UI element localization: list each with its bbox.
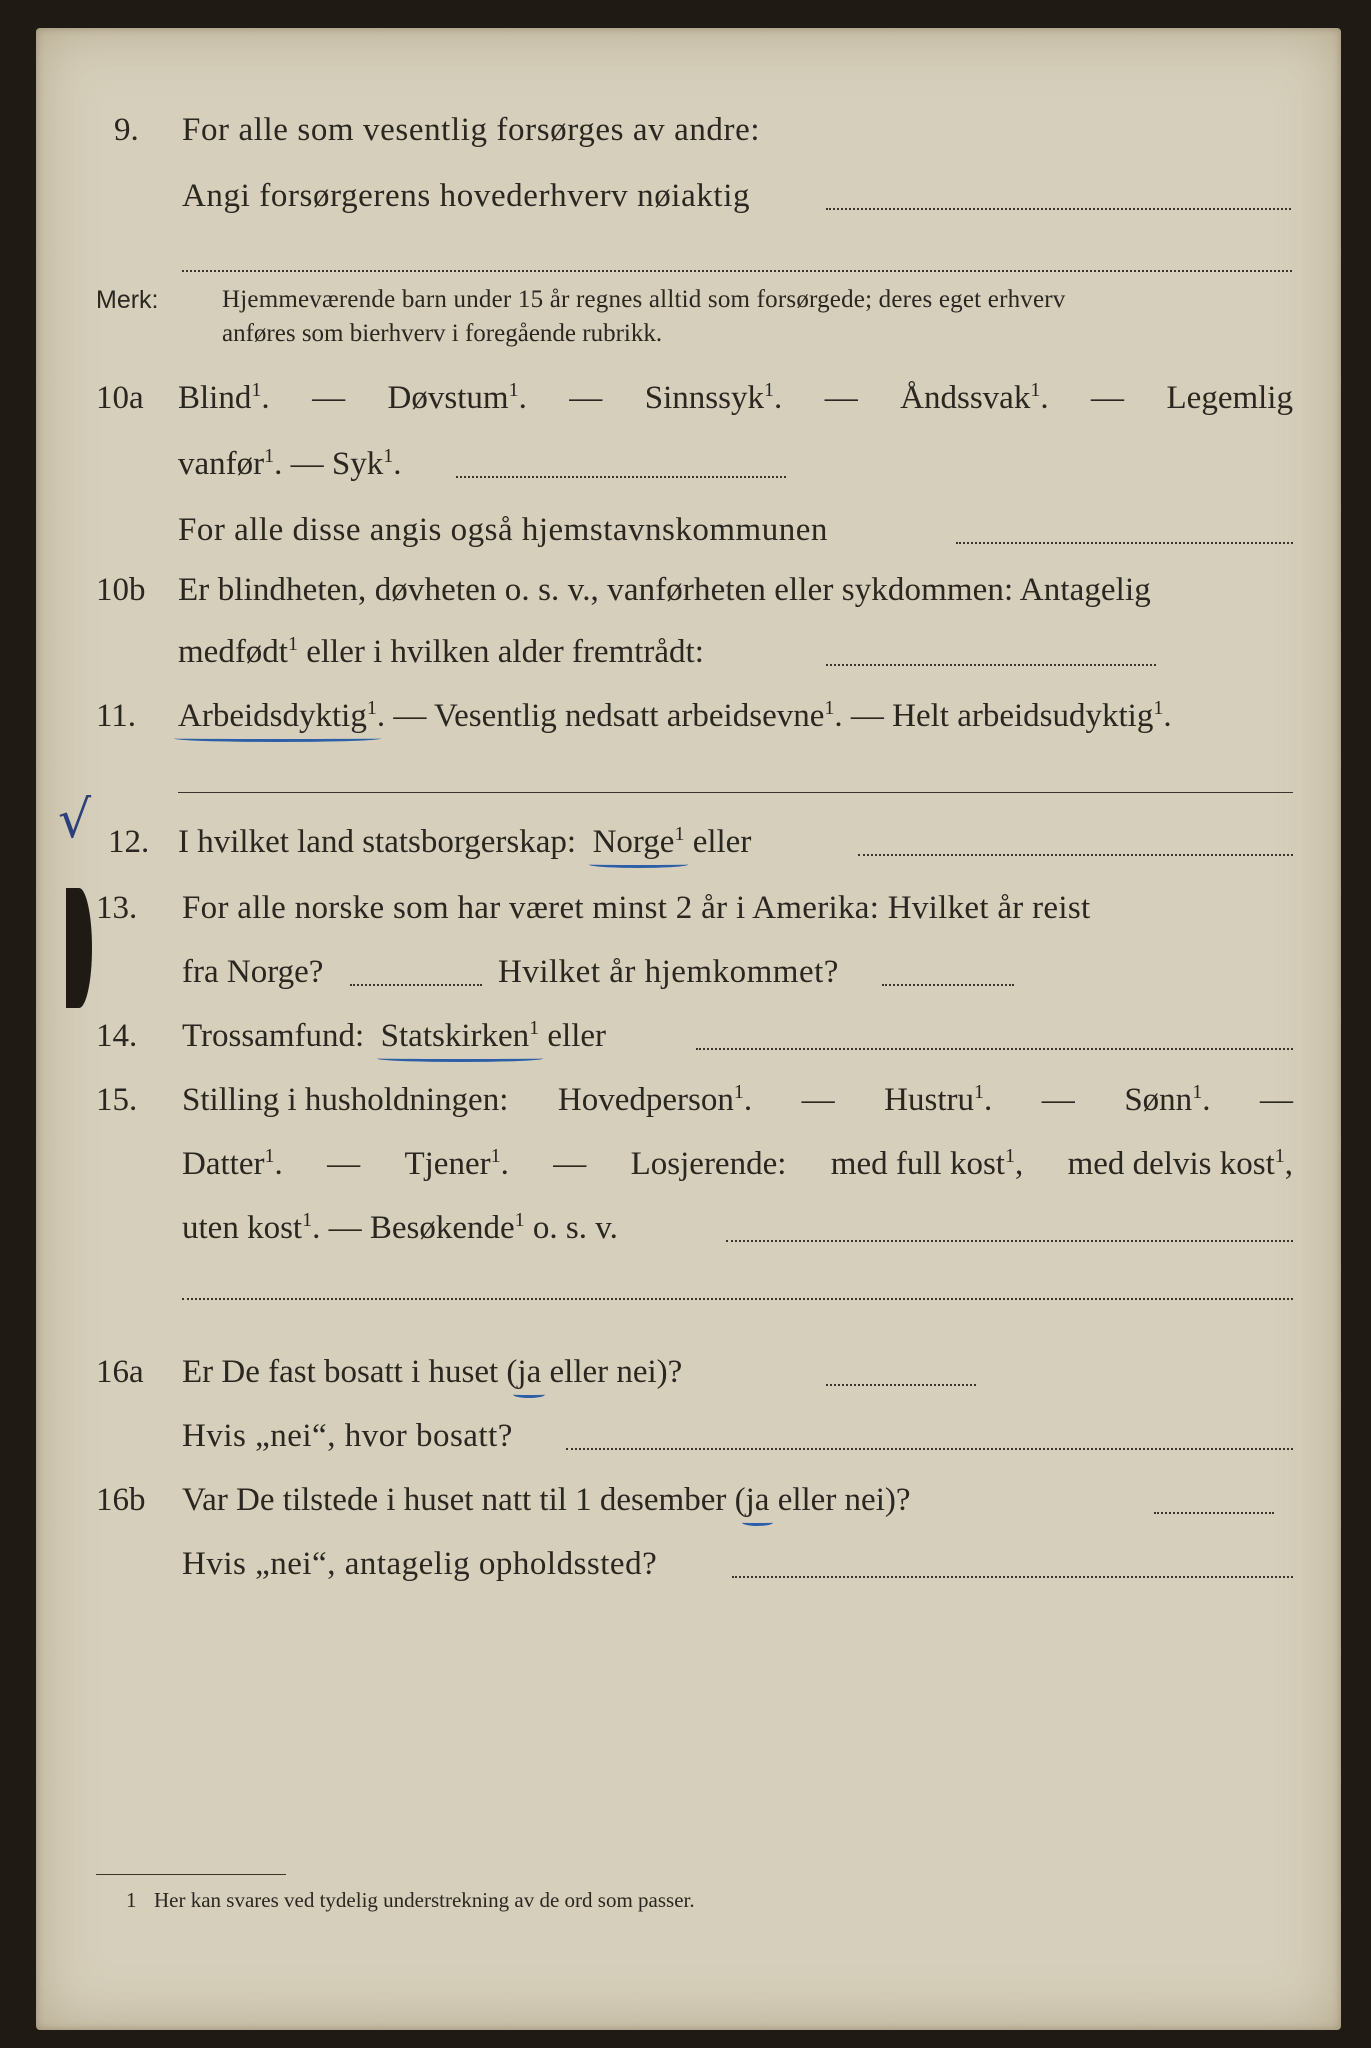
- opt-vanfor: vanfør: [178, 446, 265, 482]
- q15-line1: Stilling i husholdningen: Hovedperson$^1$. — Hustru$^1$. — Sønn$^1$. —: [182, 1081, 1293, 1118]
- q10a-hjemstavn-line[interactable]: [956, 542, 1293, 544]
- q16b-opholdssted-line[interactable]: [732, 1576, 1293, 1578]
- q15-number: 15.: [96, 1082, 138, 1118]
- q16a-bosatt-line[interactable]: [566, 1448, 1293, 1450]
- footnote-mark: 1: [126, 1888, 137, 1912]
- opt-delviskost: med delvis kost: [1067, 1146, 1275, 1182]
- opt-statskirken-underlined: Statskirken$^1$: [380, 1017, 540, 1054]
- opt-nedsatt: Vesentlig nedsatt arbeidsevne: [433, 698, 825, 734]
- q12-line: I hvilket land statsborgerskap: Norge$^1$ eller: [178, 823, 752, 860]
- opt-hustru: Hustru: [884, 1082, 975, 1118]
- opt-hovedperson: Hovedperson: [557, 1082, 734, 1118]
- q11-line: Arbeidsdyktig$^1$. — Vesentlig nedsatt arbeidsevne$^1$. — Helt arbeidsudyktig$^1$.: [178, 697, 1172, 734]
- q10a-syk-line[interactable]: [456, 476, 786, 478]
- q16b-line1: Var De tilstede i huset natt til 1 desember (ja eller nei)?: [182, 1482, 911, 1518]
- q13-fra: fra Norge?: [182, 954, 324, 990]
- opt-utenkost: uten kost: [182, 1210, 303, 1246]
- torn-edge: [66, 888, 92, 1008]
- q10a-line1: Blind$^1$. — Døvstum$^1$. — Sinnssyk$^1$. — Åndssvak$^1$. — Legemlig: [178, 379, 1293, 416]
- q12-number: 12.: [108, 824, 150, 860]
- q9-answer-line-2[interactable]: [182, 270, 1292, 272]
- q15-answer-line-1[interactable]: [726, 1240, 1293, 1242]
- merk-line2: anføres som bierhverv i foregående rubrikk.: [222, 320, 663, 347]
- opt-fullkost: med full kost: [830, 1146, 1005, 1182]
- q16b-line2: Hvis „nei“, antagelig opholdssted?: [182, 1546, 658, 1582]
- q10a-number: 10a: [96, 380, 144, 416]
- opt-besokende: Besøkende: [369, 1210, 515, 1246]
- q16b-number: 16b: [96, 1482, 146, 1518]
- q10b-number: 10b: [96, 572, 146, 608]
- q9-line2: Angi forsørgerens hovederhverv nøiaktig: [182, 178, 751, 214]
- opt-udyktig: Helt arbeidsudyktig: [892, 698, 1154, 734]
- checkmark-icon: √: [58, 790, 92, 850]
- opt-ja-underlined: ja: [517, 1354, 542, 1390]
- q14-answer-line[interactable]: [696, 1048, 1293, 1050]
- opt-syk: Syk: [331, 446, 384, 482]
- q15-line2: Datter$^1$. — Tjener$^1$. — Losjerende: med full kost$^1$, med delvis kost$^1$,: [182, 1145, 1293, 1182]
- q10b-line2: medfødt$^1$ eller i hvilken alder fremtrådt:: [178, 633, 704, 670]
- merk-line1: Hjemmeværende barn under 15 år regnes alltid som forsørgede; deres eget erhverv: [222, 286, 1066, 313]
- census-form-page: [36, 28, 1341, 2030]
- q9-number: 9.: [114, 112, 139, 148]
- opt-sinnssyk: Sinnssyk: [644, 380, 764, 416]
- opt-datter: Datter: [182, 1146, 265, 1182]
- q10a-line2: vanfør$^1$. — Syk$^1$.: [178, 445, 402, 482]
- q10a-hjemstavn: For alle disse angis også hjemstavnskommunen: [178, 512, 828, 548]
- q15-line3: uten kost$^1$. — Besøkende$^1$ o. s. v.: [182, 1209, 618, 1246]
- q9-line1: For alle som vesentlig forsørges av andre:: [182, 112, 761, 148]
- opt-arbeidsdyktig-underlined: Arbeidsdyktig$^1$: [178, 697, 377, 734]
- opt-dovstum: Døvstum: [387, 380, 509, 416]
- q16a-line1: Er De fast bosatt i huset (ja eller nei)?: [182, 1354, 683, 1390]
- q12-answer-line[interactable]: [858, 854, 1293, 856]
- opt-ja-underlined: ja: [745, 1482, 770, 1518]
- opt-tjener: Tjener: [404, 1146, 491, 1182]
- q13-hjem-line[interactable]: [882, 984, 1014, 986]
- q16a-answer-line[interactable]: [826, 1384, 976, 1386]
- footnote-text: Her kan svares ved tydelig understrekning av de ord som passer.: [154, 1888, 695, 1912]
- q14-line: Trossamfund: Statskirken$^1$ eller: [182, 1017, 607, 1054]
- q13-number: 13.: [96, 890, 138, 926]
- q16a-number: 16a: [96, 1354, 144, 1390]
- opt-blind: Blind: [178, 380, 252, 416]
- q9-answer-line-1[interactable]: [826, 208, 1291, 210]
- merk-label: Merk:: [96, 286, 159, 314]
- q13-hjem: Hvilket år hjemkommet?: [498, 954, 839, 990]
- opt-norge-underlined: Norge$^1$: [592, 823, 685, 860]
- q10b-line1: Er blindheten, døvheten o. s. v., vanførheten eller sykdommen: Antagelig: [178, 572, 1151, 608]
- q15-answer-line-2[interactable]: [182, 1298, 1293, 1300]
- q16b-answer-line[interactable]: [1154, 1512, 1274, 1514]
- q11-number: 11.: [96, 698, 137, 734]
- q16a-line2: Hvis „nei“, hvor bosatt?: [182, 1418, 513, 1454]
- footnote-rule: [96, 1874, 286, 1875]
- q14-number: 14.: [96, 1018, 138, 1054]
- opt-andssvak: Åndssvak: [900, 380, 1031, 416]
- q13-fra-line[interactable]: [350, 984, 482, 986]
- q13-line1: For alle norske som har været minst 2 år i Amerika: Hvilket år reist: [182, 890, 1091, 926]
- opt-sonn: Sønn: [1124, 1082, 1193, 1118]
- q11-answer-line[interactable]: [178, 792, 1293, 793]
- q10b-answer-line[interactable]: [826, 664, 1156, 666]
- opt-legemlig: Legemlig: [1166, 380, 1293, 416]
